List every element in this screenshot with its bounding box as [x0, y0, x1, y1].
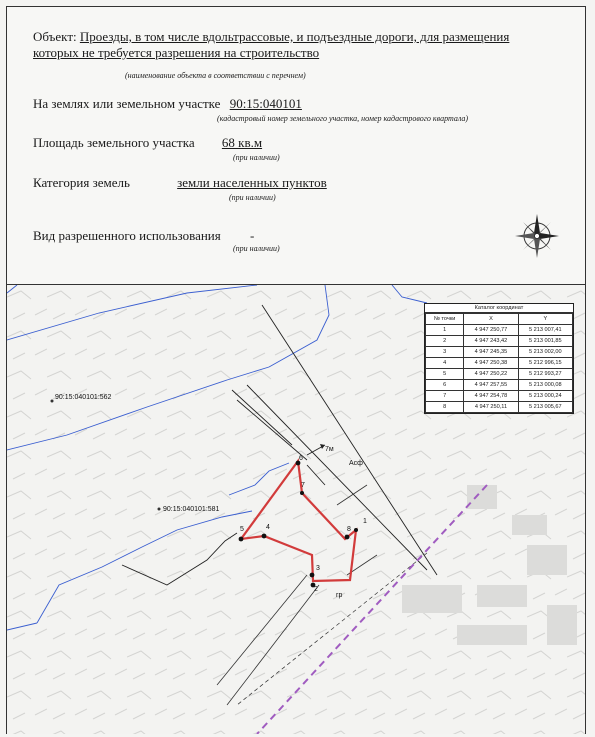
category-label: Категория земель	[33, 175, 130, 190]
catalog-cell: 5 212 993,27	[518, 369, 572, 380]
catalog-cell: 1	[426, 325, 464, 336]
land-note: (кадастровый номер земельного участка, номер кадастрового квартала)	[217, 114, 469, 123]
document-sheet	[6, 6, 586, 734]
catalog-title: Каталог координат	[425, 304, 573, 313]
point-label-1: 1	[363, 518, 367, 525]
catalog-cell: 4 947 250,22	[464, 369, 518, 380]
catalog-cell: 4 947 243,42	[464, 336, 518, 347]
land-value: 90:15:040101	[229, 96, 302, 111]
usage-row	[33, 228, 254, 243]
catalog-cell: 4 947 257,55	[464, 380, 518, 391]
catalog-header-row	[426, 314, 573, 325]
point-label-8: 8	[347, 526, 351, 533]
catalog-cell: 5 213 002,00	[518, 347, 572, 358]
road-surface-label: Асф	[349, 460, 363, 467]
object-value-line1: Проезды, в том числе вдольтрассовые, и подъездные дороги, для размещения	[79, 29, 510, 44]
parcel-562-marker	[51, 400, 54, 403]
table-row	[426, 358, 573, 369]
object-value-line2: которых не требуется разрешения на строительство	[33, 45, 320, 60]
catalog-cell: 5 213 005,67	[518, 402, 572, 413]
parcel-label-581: 90:15:040101:581	[163, 506, 220, 513]
coordinate-catalog	[424, 303, 574, 414]
catalog-cell: 4 947 245,35	[464, 347, 518, 358]
area-row	[33, 135, 262, 150]
table-row	[426, 347, 573, 358]
land-row	[33, 96, 302, 111]
catalog-header-point: № точки	[426, 314, 464, 325]
catalog-table	[425, 313, 573, 413]
area-label: Площадь земельного участка	[33, 135, 195, 150]
catalog-cell: 5 213 000,08	[518, 380, 572, 391]
area-value: 68 кв.м	[221, 135, 263, 150]
road-width-label: 7м	[325, 446, 334, 453]
usage-value: -	[250, 228, 255, 243]
catalog-cell: 4 947 250,11	[464, 402, 518, 413]
parcel-label-562: 90:15:040101:562	[55, 394, 112, 401]
catalog-cell: 6	[426, 380, 464, 391]
usage-note: (при наличии)	[233, 244, 280, 253]
table-row	[426, 380, 573, 391]
road-boundary-label: гр	[336, 592, 343, 599]
category-note: (при наличии)	[229, 193, 276, 202]
catalog-cell: 5 213 007,41	[518, 325, 572, 336]
point-label-4: 4	[266, 524, 270, 531]
catalog-cell: 8	[426, 402, 464, 413]
compass-rose-icon	[513, 212, 561, 260]
catalog-cell: 4 947 250,77	[464, 325, 518, 336]
catalog-cell: 4 947 250,38	[464, 358, 518, 369]
object-note: (наименование объекта в соответствии с перечнем)	[125, 71, 306, 80]
catalog-cell: 3	[426, 347, 464, 358]
land-label: На землях или земельном участке	[33, 96, 221, 111]
catalog-cell: 2	[426, 336, 464, 347]
table-row	[426, 369, 573, 380]
catalog-header-x: X	[464, 314, 518, 325]
catalog-cell: 5 213 001,85	[518, 336, 572, 347]
table-row	[426, 391, 573, 402]
point-label-2: 2	[314, 586, 318, 593]
catalog-header-y: Y	[518, 314, 572, 325]
point-label-3: 3	[316, 565, 320, 572]
category-row	[33, 175, 327, 190]
table-row	[426, 402, 573, 413]
parcel-581-marker	[158, 508, 161, 511]
catalog-cell: 7	[426, 391, 464, 402]
catalog-cell: 5 213 000,24	[518, 391, 572, 402]
table-row	[426, 325, 573, 336]
catalog-cell: 5	[426, 369, 464, 380]
area-note: (при наличии)	[233, 153, 280, 162]
point-label-7: 7	[301, 482, 305, 489]
table-row	[426, 336, 573, 347]
catalog-cell: 4 947 254,78	[464, 391, 518, 402]
catalog-cell: 4	[426, 358, 464, 369]
object-line1	[33, 29, 509, 44]
point-label-6: 6	[299, 455, 303, 462]
object-label: Объект:	[33, 29, 77, 44]
catalog-cell: 5 212 996,15	[518, 358, 572, 369]
category-value: земли населенных пунктов	[177, 175, 327, 190]
point-label-5: 5	[240, 526, 244, 533]
usage-label: Вид разрешенного использования	[33, 228, 221, 243]
